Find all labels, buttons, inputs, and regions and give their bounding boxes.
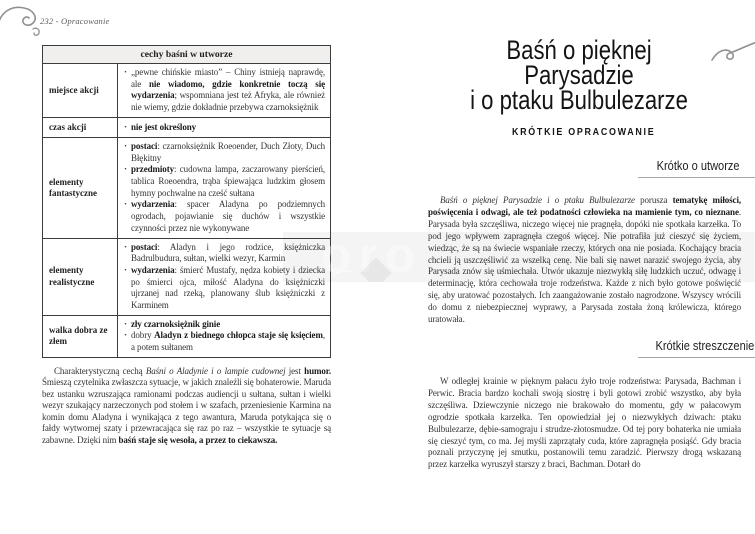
row-label: czas akcji bbox=[43, 117, 118, 137]
table-row bbox=[43, 315, 331, 357]
bullet-text: zły czarnoksiężnik ginie bbox=[131, 318, 221, 329]
row-label: miejsce akcji bbox=[43, 64, 118, 118]
subsection-heading-about-work: Krótko o utworze bbox=[638, 158, 755, 178]
row-label: elementy fantastyczne bbox=[43, 138, 118, 239]
bullet-icon: · bbox=[124, 330, 128, 341]
bullet-text: dobry Aladyn z biednego chłopca staje się księciem, a potem sułtanem bbox=[131, 330, 325, 352]
bullet-item bbox=[124, 67, 325, 114]
row-content bbox=[118, 238, 331, 315]
bullet-icon: · bbox=[124, 67, 128, 77]
watermark-letters: oro bbox=[321, 232, 423, 282]
bullet-icon: · bbox=[124, 164, 128, 175]
table-header-row bbox=[43, 46, 331, 64]
bullet-item bbox=[124, 330, 325, 353]
bullet-icon: · bbox=[124, 199, 128, 210]
bullet-text: postaci: Aladyn i jego rodzice, księżniczka Badrulbudura, sułtan, wielki wezyr, Karmin bbox=[131, 241, 325, 264]
humor-paragraph: Charakterystyczną cechą Baśni o Aladynie i o lampie cudownej jest humor. Śmieszą czytelnika zwłaszcza sytuacje, w jakich znaleźli się bohaterowie. Maruda bez ustanku wzruszająca ramionami podczas audiencji u sułtana, sułtan i wielki wezyr szukający narzeczonych pod stołem i w szafach, przeniesienie Karmina na komin domu Aladyna i wynikająca z tego awantura, Maruda potykająca się o fałdy wytwornej szaty i przewracająca się raz po raz – wszystkie te sytuacje są zabawne. Dzięki nim baśń staje się wesoła, a przez to ciekawsza. bbox=[42, 365, 331, 445]
fairy-tale-features-table bbox=[42, 45, 331, 358]
about-work-paragraph: Baśń o pięknej Parysadzie i o ptaku Bulbulezarze porusza tematykę miłości, poświęcenia i odwagi, ale też podatności człowieka na mamienie tym, co nieznane. Parysada była szczęśliwa, niczego więcej nie pragnęła, dopóki nie spotkała karzełka. To pod jego wpływem zapragnęła czegoś więcej. Nie potrafiła już cieszyć się życiem, wiedząc, że są na świecie wspaniałe rzeczy, których ona nie posiada. Kochający bracia chcieli ją uszczęśliwić za wszelką cenę. Nie bali się nawet narazić swojego życia, aby Parysada znów się uśmiechała. Utwór ukazuje niezwykłą siłę ludzkich uczuć, odwagę i determinację, która cechowała troje rodzeństwa. Każde z nich było gotowe poświęcić się, aby uratować pozostałych. Ich zaangażowanie zostało nagrodzone. Wszyscy wrócili do domu z niebezpiecznej wyprawy, a Parysada została żoną królewicza, którego uratowała. bbox=[428, 195, 741, 325]
table-header: cechy baśni w utworze bbox=[43, 46, 331, 64]
bullet-item bbox=[124, 122, 325, 134]
row-content bbox=[118, 117, 331, 137]
row-label: elementy realistyczne bbox=[43, 238, 118, 315]
chapter-title-line1: Baśń o pięknej Parysadzie bbox=[506, 35, 652, 90]
row-content bbox=[118, 138, 331, 239]
bullet-icon: · bbox=[124, 318, 128, 329]
summary-paragraph: W odległej krainie w pięknym pałacu żyło troje rodzeństwa: Parysada, Bachman i Perwic. Bracia bardzo kochali swoją siostrę i byli gotowi zrobić wszystko, aby była szczęśliwa. Dziewczynie niczego nie brakowało do momentu, gdy w pałacowym ogrodzie spotkała karzełka. Ten opowiedział jej o niezwykłych dziwach: ptaku Bulbulezarze, dębie-samograju i strudze-złotosmudze. Od tej pory bohaterka nie umiała się cieszyć tym, co ma. Jej myśli zaprzątały cuda, które zapragnęła posiąść. Gdy bracia poznali przyczynę jej smutku, postanowili temu zaradzić. Pierwszy drogą wskazaną przez karzełka wyruszył starszy z braci, Bachman. Dotarł do bbox=[428, 376, 741, 470]
bullet-icon: · bbox=[124, 141, 128, 151]
bullet-icon: · bbox=[124, 264, 128, 275]
table-row bbox=[43, 138, 331, 239]
table-row bbox=[43, 117, 331, 137]
bullet-text: przedmioty: cudowna lampa, zaczarowany pierścień, tablica Roeoendra, trąba śpiewająca ludzkim głosem hymny pochwalne na cześć sułtana bbox=[131, 164, 325, 198]
chapter-title-line2: i o ptaku Bulbulezarze bbox=[470, 85, 688, 115]
bullet-text: „pewne chińskie miasto” – Chiny istnieją naprawdę, ale nie wiadomo, gdzie konkretnie toczą się wydarzenia; wspomniana jest też Afryka, ale również nie wiemy, gdzie dokładnie przebywa czarnoksiężnik bbox=[131, 67, 325, 113]
row-content bbox=[118, 315, 331, 357]
chapter-title bbox=[462, 35, 697, 115]
bullet-item bbox=[124, 141, 325, 164]
features-table-body bbox=[43, 64, 331, 358]
bullet-icon: · bbox=[124, 121, 128, 132]
section-kicker: KRÓTKIE OPRACOWANIE bbox=[512, 126, 656, 138]
table-row bbox=[43, 64, 331, 118]
right-page bbox=[400, 0, 755, 534]
subsection-heading-summary: Krótkie streszczenie bbox=[638, 338, 755, 358]
bullet-item bbox=[124, 199, 325, 234]
bullet-item bbox=[124, 164, 325, 199]
bullet-text: wydarzenia: spacer Aladyna po podziemnych ogrodach, pojawianie się duchów i wszystkie czynności przez nie wykonywane bbox=[131, 199, 325, 233]
row-content bbox=[118, 64, 331, 118]
bullet-item bbox=[124, 242, 325, 265]
table-row bbox=[43, 238, 331, 315]
flourish-ornament-icon bbox=[710, 40, 755, 70]
bullet-icon: · bbox=[124, 241, 128, 252]
bullet-text: nie jest określony bbox=[131, 121, 197, 132]
flourish-ornament-icon bbox=[0, 2, 42, 40]
bullet-text: wydarzenia: śmierć Mustafy, nędza kobiety i dziecka po śmierci ojca, miłość Aladyna do księżniczki ujrzanej nad rzeką, planowany ślub księżniczki z Karminem bbox=[131, 264, 325, 310]
running-head: 232 - Opracowanie bbox=[40, 16, 110, 26]
bullet-item bbox=[124, 265, 325, 312]
left-page-column bbox=[42, 45, 331, 455]
row-label: walka dobra ze złem bbox=[43, 315, 118, 357]
bullet-item bbox=[124, 319, 325, 331]
bullet-text: postaci: czarnoksiężnik Roeoender, Duch Złoty, Duch Błękitny bbox=[131, 141, 325, 163]
